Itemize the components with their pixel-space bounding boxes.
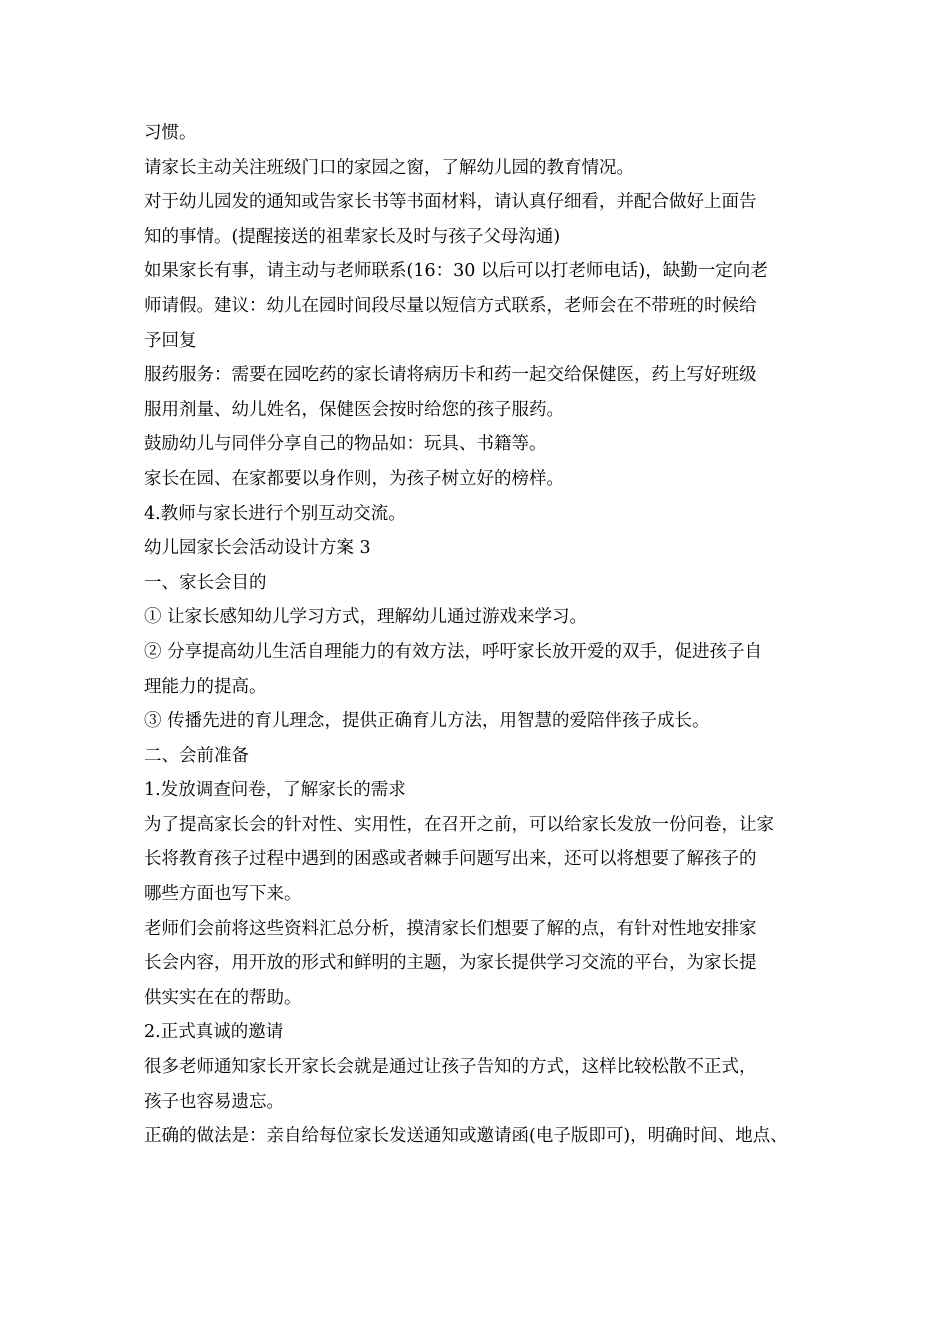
subsection-heading: 1.发放调查问卷，了解家长的需求 bbox=[144, 780, 406, 801]
text-line: 予回复 bbox=[144, 330, 197, 351]
subsection-heading: 2.正式真诚的邀请 bbox=[144, 1022, 284, 1043]
text-line: 知的事情。(提醒接送的祖辈家长及时与孩子父母沟通) bbox=[144, 226, 561, 247]
text-line: 习惯。 bbox=[144, 123, 197, 143]
text-line: 鼓励幼儿与同伴分享自己的物品如：玩具、书籍等。 bbox=[144, 434, 547, 455]
section-heading: 一、家长会目的 bbox=[144, 572, 267, 593]
text-line: 哪些方面也写下来。 bbox=[144, 884, 302, 905]
text-line: 师请假。建议：幼儿在园时间段尽量以短信方式联系，老师会在不带班的时候给 bbox=[144, 295, 757, 316]
text-line: 为了提高家长会的针对性、实用性，在召开之前，可以给家长发放一份问卷，让家 bbox=[144, 814, 774, 835]
text-line: 长将教育孩子过程中遇到的困惑或者棘手问题写出来，还可以将想要了解孩子的 bbox=[144, 849, 757, 870]
text-line: 如果家长有事，请主动与老师联系(16：30 以后可以打老师电话)，缺勤一定向老 bbox=[144, 261, 768, 282]
section-title: 幼儿园家长会活动设计方案 3 bbox=[144, 538, 371, 559]
text-line: 请家长主动关注班级门口的家园之窗，了解幼儿园的教育情况。 bbox=[144, 157, 634, 178]
text-line: 服用剂量、幼儿姓名，保健医会按时给您的孩子服药。 bbox=[144, 399, 564, 420]
text-line: ① 让家长感知幼儿学习方式，理解幼儿通过游戏来学习。 bbox=[144, 607, 588, 628]
text-line: ② 分享提高幼儿生活自理能力的有效方法，呼吁家长放开爱的双手，促进孩子自 bbox=[144, 641, 763, 662]
text-line: 很多老师通知家长开家长会就是通过让孩子告知的方式，这样比较松散不正式， bbox=[144, 1057, 757, 1078]
text-line: 服药服务：需要在园吃药的家长请将病历卡和药一起交给保健医，药上写好班级 bbox=[144, 365, 757, 386]
text-line: 长会内容，用开放的形式和鲜明的主题，为家长提供学习交流的平台，为家长提 bbox=[144, 953, 757, 974]
text-line: 供实实在在的帮助。 bbox=[144, 987, 302, 1008]
text-line: 对于幼儿园发的通知或告家长书等书面材料，请认真仔细看，并配合做好上面告 bbox=[144, 192, 757, 213]
text-line: 正确的做法是：亲自给每位家长发送通知或邀请函(电子版即可)，明确时间、地点、 bbox=[144, 1126, 788, 1147]
text-line: 家长在园、在家都要以身作则，为孩子树立好的榜样。 bbox=[144, 468, 564, 489]
text-line: 4.教师与家长进行个别互动交流。 bbox=[144, 503, 406, 524]
text-line: 老师们会前将这些资料汇总分析，摸清家长们想要了解的点，有针对性地安排家 bbox=[144, 918, 757, 939]
text-line: ③ 传播先进的育儿理念，提供正确育儿方法，用智慧的爱陪伴孩子成长。 bbox=[144, 711, 710, 732]
text-line: 理能力的提高。 bbox=[144, 676, 267, 697]
text-line: 孩子也容易遗忘。 bbox=[144, 1091, 284, 1112]
document-body bbox=[144, 116, 824, 1154]
section-heading: 二、会前准备 bbox=[144, 745, 249, 766]
